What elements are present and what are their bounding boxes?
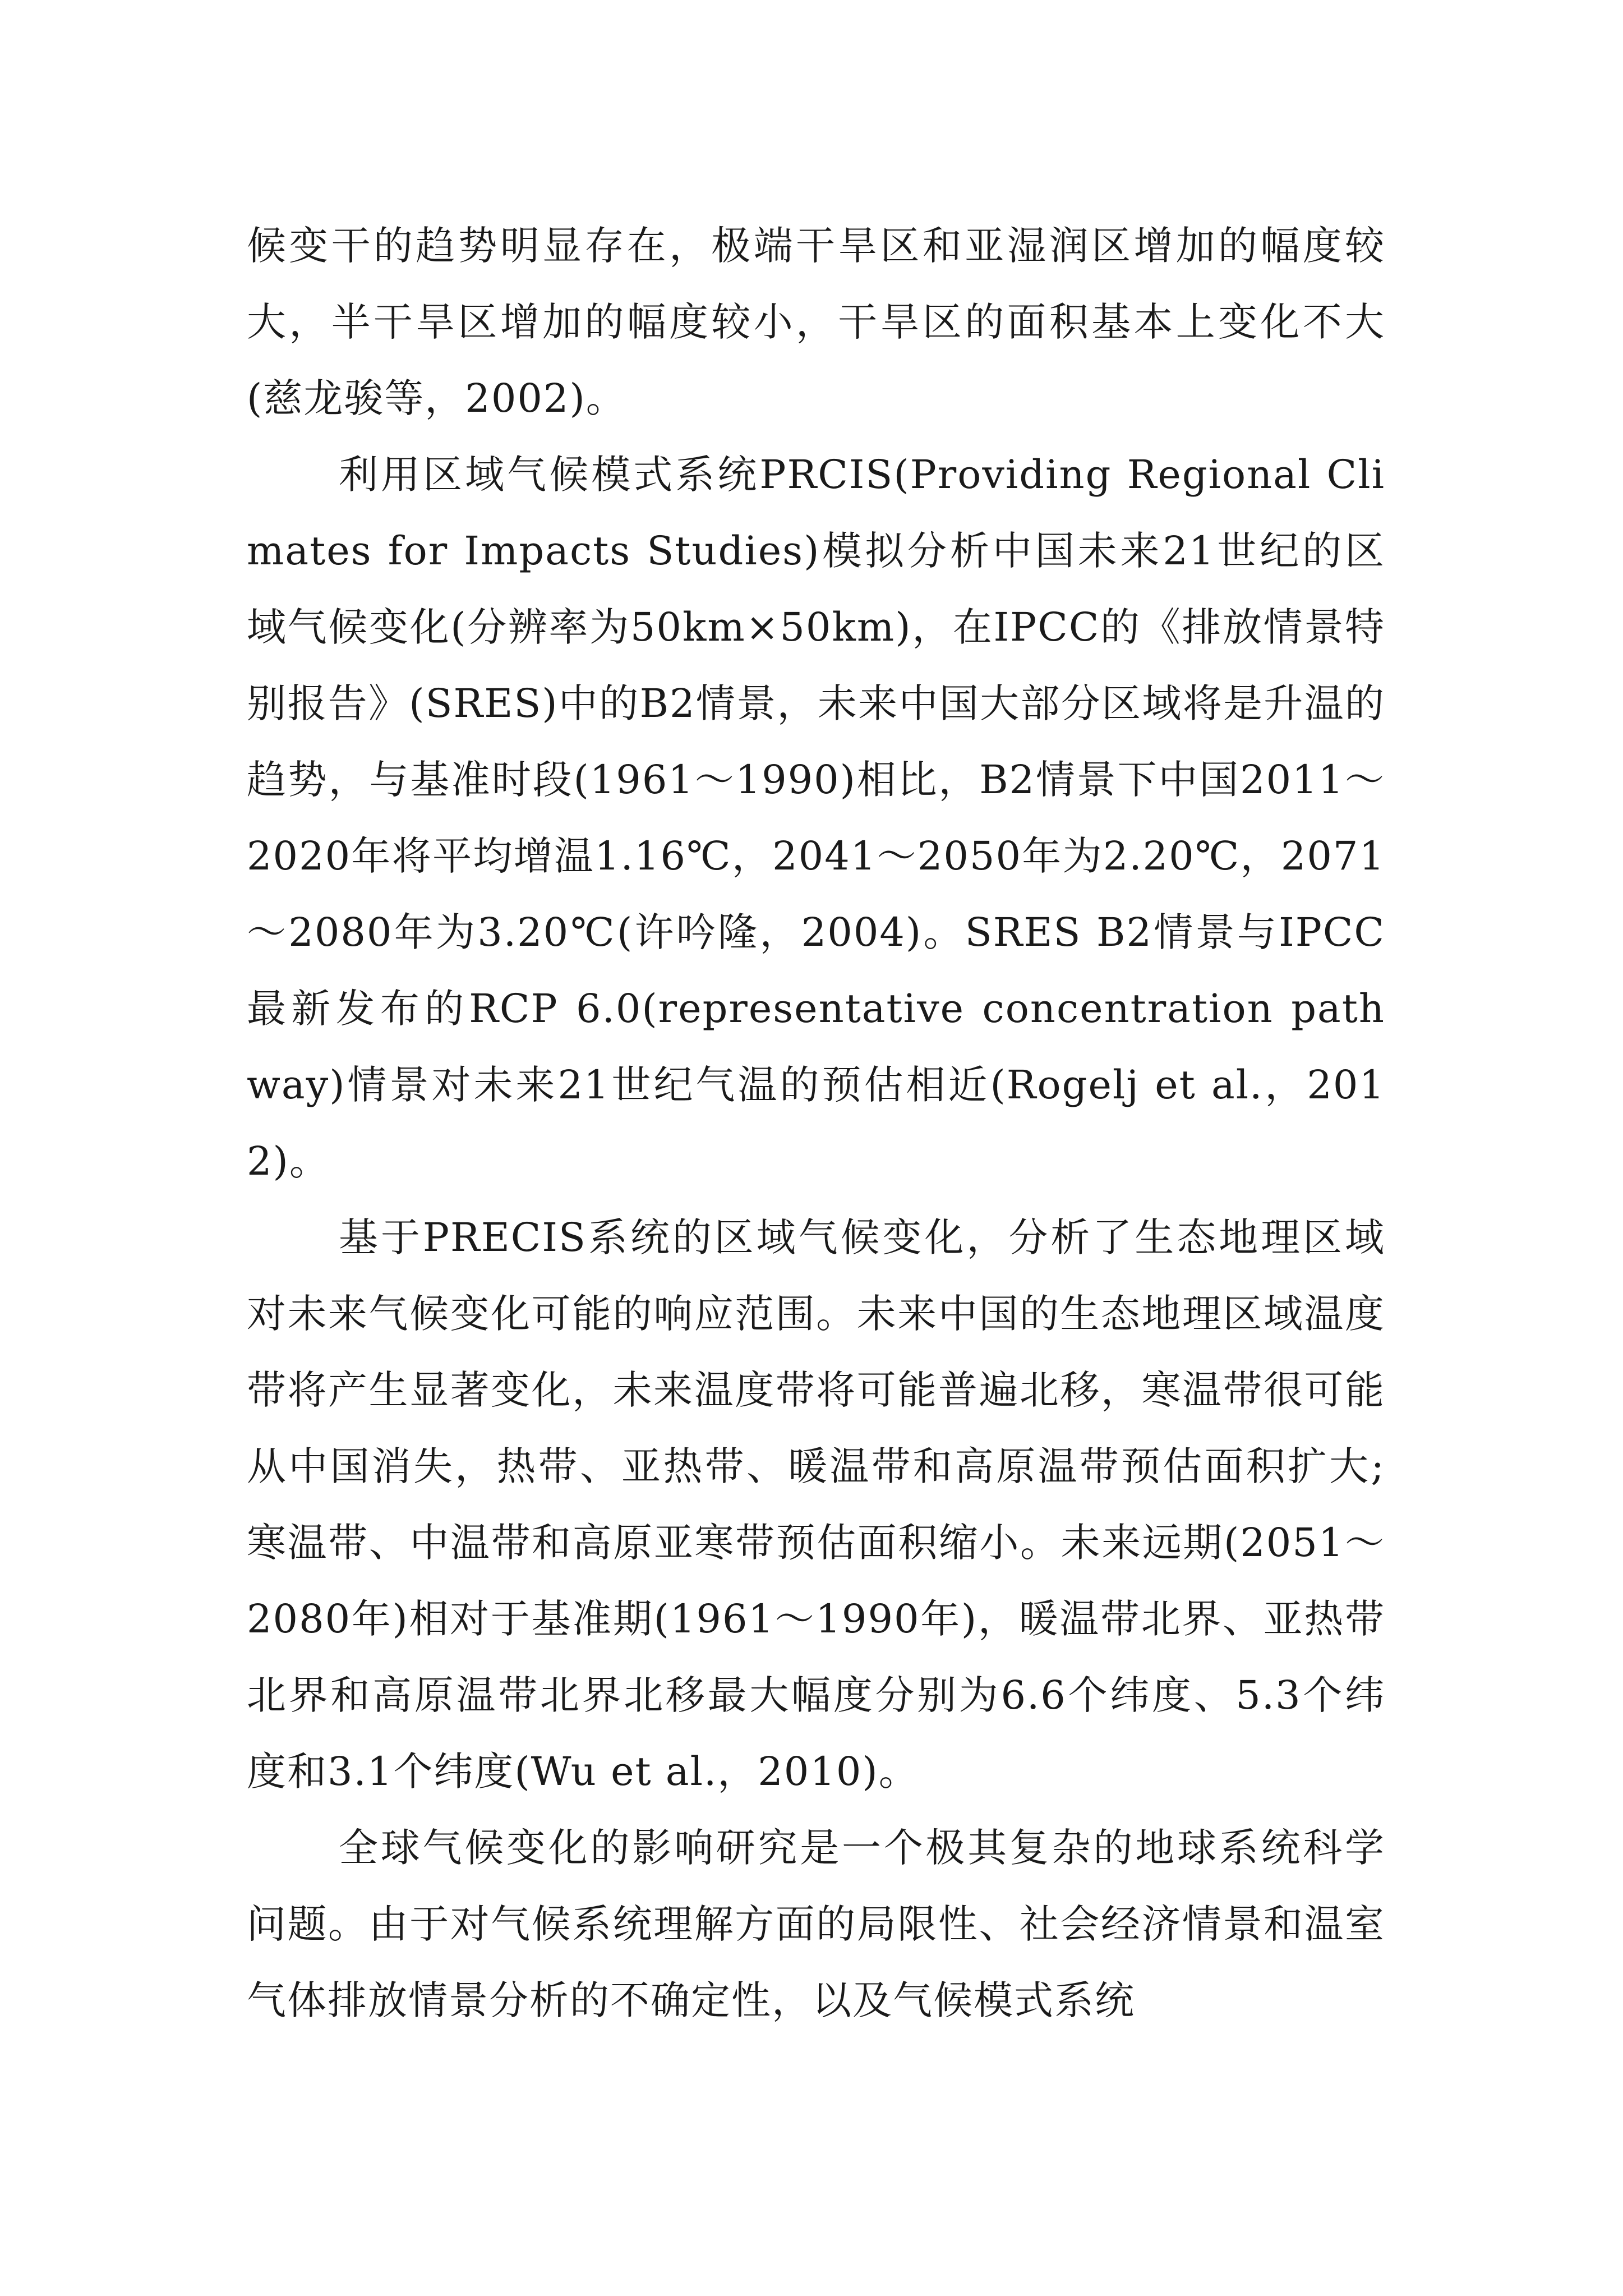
paragraph-1: 候变干的趋势明显存在，极端干旱区和亚湿润区增加的幅度较大，半干旱区增加的幅度较小，干旱区的面积基本上变化不大(慈龙骏等，2002)。	[247, 223, 1385, 421]
body-text	[247, 208, 1385, 2039]
paragraph-4: 全球气候变化的影响研究是一个极其复杂的地球系统科学问题。由于对气候系统理解方面的局限性、社会经济情景和温室气体排放情景分析的不确定性，以及气候模式系统	[247, 1825, 1385, 2023]
paragraph-3: 基于PRECIS系统的区域气候变化，分析了生态地理区域对未来气候变化可能的响应范围。未来中国的生态地理区域温度带将产生显著变化，未来温度带将可能普遍北移，寒温带很可能从中国消失，热带、亚热带、暖温带和高原温带预估面积扩大;寒温带、中温带和高原亚寒带预估面积缩小。未来远期(2051～2080年)相对于基准期(1961～1990年)，暖温带北界、亚热带北界和高原温带北界北移最大幅度分别为6.6个纬度、5.3个纬度和3.1个纬度(Wu et al.，2010)。	[247, 1214, 1385, 1795]
paragraph-2: 利用区域气候模式系统PRCIS(Providing Regional Climates for Impacts Studies)模拟分析中国未来21世纪的区域气候变化(分辨率为50km×50km)，在IPCC的《排放情景特别报告》(SRES)中的B2情景，未来中国大部分区域将是升温的趋势，与基准时段(1961～1990)相比，B2情景下中国2011～2020年将平均增温1.16℃，2041～2050年为2.20℃，2071～2080年为3.20℃(许吟隆，2004)。SRES B2情景与IPCC最新发布的RCP 6.0(representative concentration pathway)情景对未来21世纪气温的预估相近(Rogelj et al.，2012)。	[247, 452, 1385, 1184]
